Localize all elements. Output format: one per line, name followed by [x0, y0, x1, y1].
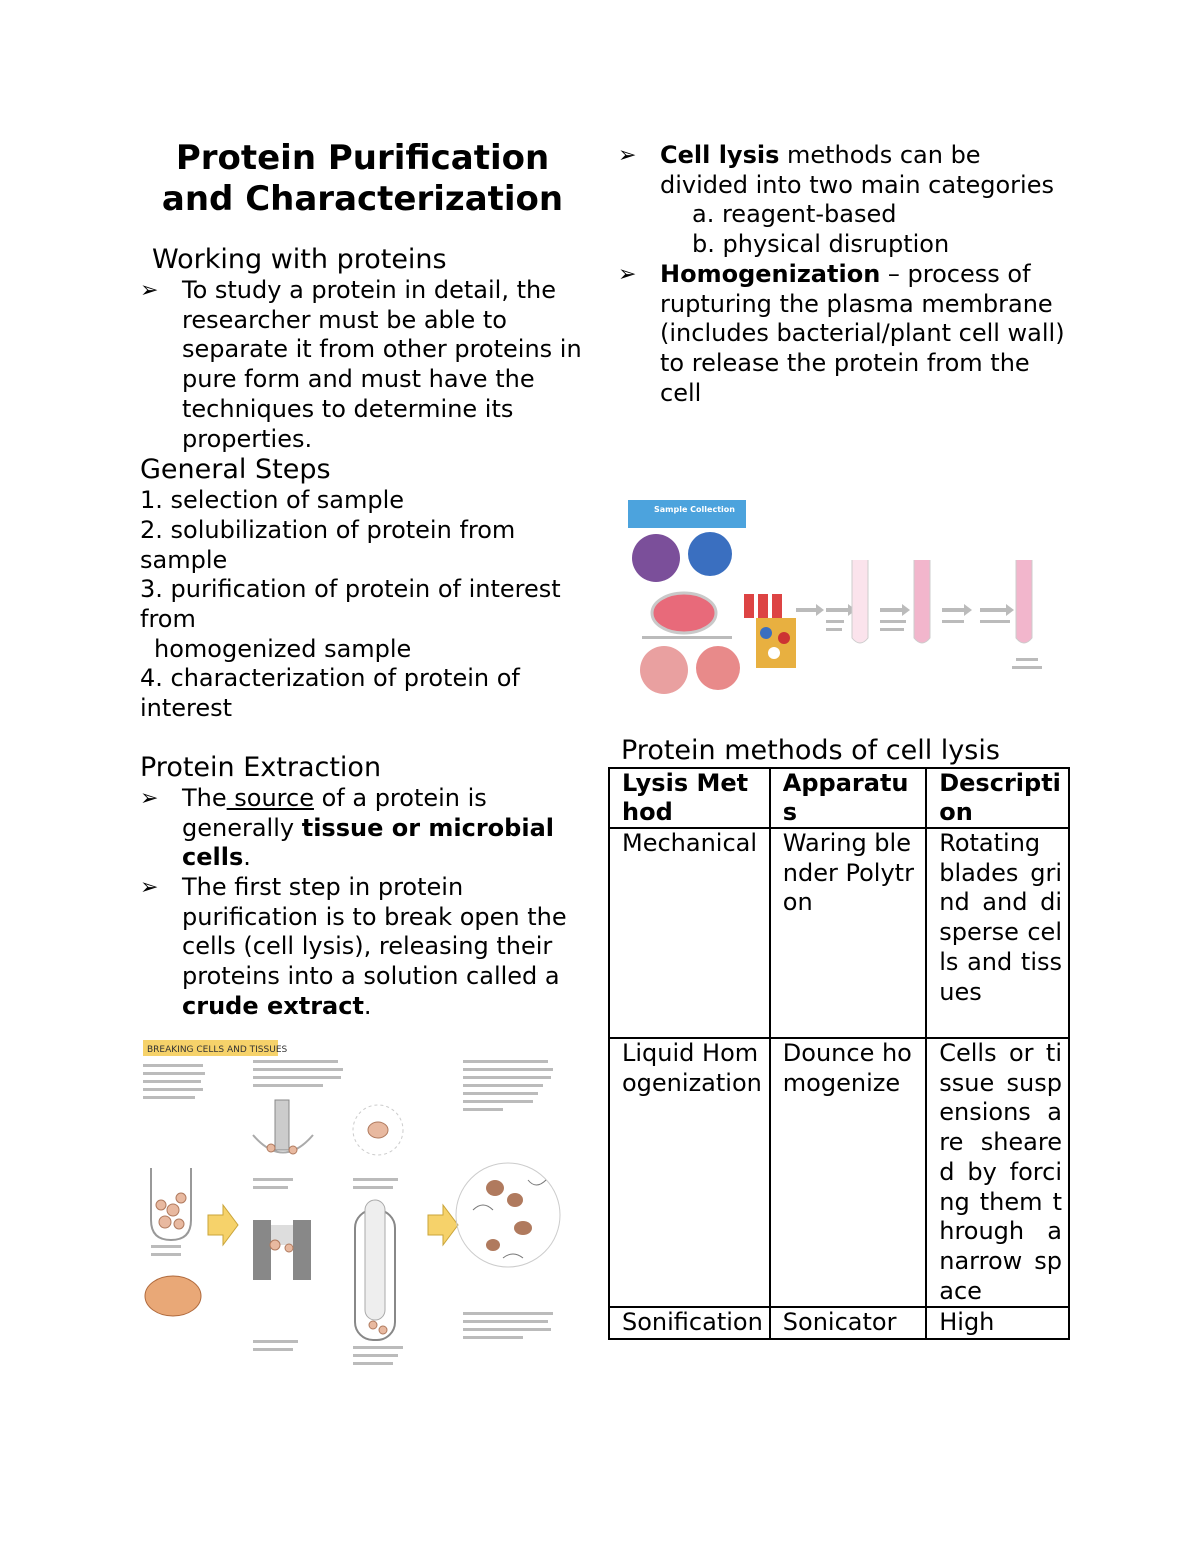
bullet-text: . [243, 843, 251, 872]
bacteria-plate-icon [632, 534, 680, 582]
sample-collection-diagram [626, 498, 1056, 698]
arrow-bullet-icon: ➢ [140, 278, 159, 303]
table-cell: Cells or tissue suspensions are sheared by forcing them through a narrow space [926, 1038, 1069, 1307]
left-column [140, 138, 585, 1021]
table-header-row [609, 768, 1069, 828]
bullet-text: of a protein is generally [182, 783, 487, 842]
figure-title: BREAKING CELLS AND TISSUES [147, 1045, 288, 1055]
arrow-bullet-icon: ➢ [140, 874, 159, 900]
table-cell: Sonification [609, 1307, 770, 1339]
bullet-study-protein [140, 276, 585, 454]
cell-lysis-table [608, 767, 1070, 1340]
bullet-first-step [140, 873, 585, 1022]
section-heading-working: Working with proteins [152, 244, 447, 275]
yeast-plate-icon [688, 532, 732, 576]
steps-list [140, 486, 585, 724]
bullet-homogenization [618, 260, 1073, 409]
table-cell: Rotating blades grind and disperse cells and tissues [926, 828, 1069, 1038]
bullet-source [140, 784, 585, 873]
list-item: 4. characterization of protein of interest [140, 664, 520, 723]
tube-icon [744, 594, 754, 618]
brain-tissue-icon [640, 646, 688, 694]
arrow-right-icon [208, 1205, 238, 1245]
tube-lysis-icon [914, 560, 930, 643]
table-cell: Dounce homogenize [770, 1038, 926, 1307]
list-item: b. physical disruption [692, 230, 950, 259]
arrow-bullet-icon: ➢ [140, 785, 159, 811]
bold-term: tissue or microbial cells [182, 813, 554, 872]
section-heading-extraction: Protein Extraction [140, 751, 382, 783]
bullet-text: To study a protein in detail, the researcher must be able to separate it from other proteins in pure form and must have the techniques to determine its properties. [182, 276, 582, 453]
muscle-tissue-icon [696, 646, 740, 690]
column-header: Apparatus [770, 768, 926, 828]
figure-sample-collection [626, 498, 1056, 698]
bullet-text: – process of rupturing the plasma membrane (includes bacterial/plant cell wall) to release the protein from the cell [660, 259, 1065, 407]
table-caption: Protein methods of cell lysis [621, 735, 1000, 766]
press-icon [253, 1220, 271, 1280]
figure-caption-lines [143, 1060, 553, 1339]
section-heading-steps: General Steps [140, 454, 331, 486]
bullet-text: The first step in protein purification is to break open the cells (cell lysis), releasing their proteins into a solution called a [182, 872, 567, 991]
bold-term: Cell lysis [660, 141, 780, 169]
sonicator-probe-icon [275, 1100, 289, 1150]
brain-icon [145, 1276, 201, 1316]
column-header: Lysis Method [609, 768, 770, 828]
arrow-bullet-icon: ➢ [618, 261, 637, 287]
page-title [140, 138, 585, 220]
sample-pile-icon [756, 618, 796, 668]
table-row [609, 828, 1069, 1038]
list-item: a. reagent-based [692, 200, 897, 229]
cells-icon [156, 1193, 186, 1229]
bullet-text: . [363, 991, 372, 1020]
sample-collection-title: Sample Collection [654, 505, 735, 514]
underlined-term: source [226, 783, 314, 812]
title-line-1: Protein Purification [175, 138, 550, 178]
bold-term: Homogenization [660, 259, 881, 288]
tube-pellet-icon [852, 560, 868, 643]
table-row [609, 1038, 1069, 1307]
table-cell: Mechanical [609, 828, 770, 1038]
list-item: 3. purification of protein of interest from [140, 575, 561, 634]
arrow-right-icon [428, 1205, 458, 1245]
list-item: homogenized sample [154, 634, 412, 663]
list-item: 2. solubilization of protein from sample [140, 515, 516, 574]
arrow-bullet-icon: ➢ [618, 143, 637, 168]
table-row [609, 1307, 1069, 1339]
figure-breaking-cells [143, 1040, 579, 1380]
bold-term: crude extract [182, 991, 364, 1020]
list-item: 1. selection of sample [140, 486, 405, 515]
culture-dish-icon [652, 593, 716, 633]
bullet-cell-lysis [618, 141, 1073, 200]
crude-extract-icon [456, 1163, 560, 1267]
process-arrows [796, 604, 1014, 616]
table-cell: High [926, 1307, 1069, 1339]
right-column [618, 141, 1073, 408]
bullet-text: methods can be divided into two main categories [660, 141, 1054, 199]
table-cell: Waring blender Polytron [770, 828, 926, 1038]
bullet-text: The [182, 783, 227, 812]
title-line-2: and Characterization [161, 179, 564, 219]
table-cell: Liquid Homogenization [609, 1038, 770, 1307]
tube-centrifuge-icon [1016, 560, 1032, 643]
breaking-cells-diagram [143, 1040, 579, 1380]
table-cell: Sonicator [770, 1307, 926, 1339]
column-header: Description [926, 768, 1069, 828]
